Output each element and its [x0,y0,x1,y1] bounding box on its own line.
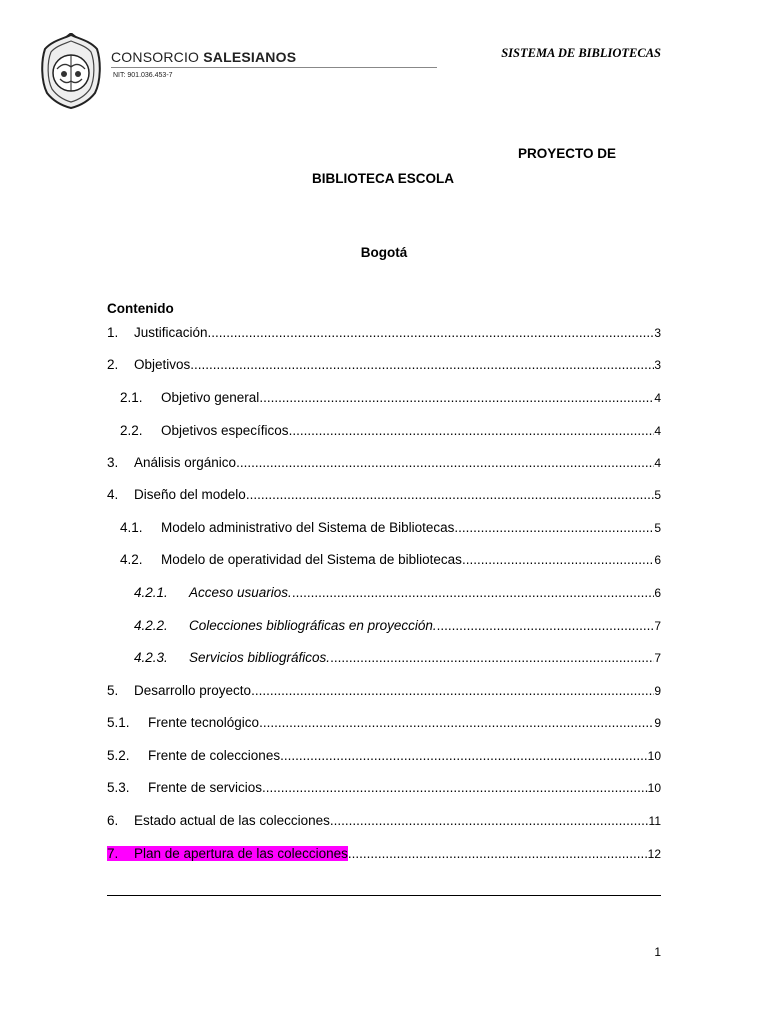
title-line-2: BIBLIOTECA ESCOLA [312,171,455,186]
salesian-seal-icon [40,33,102,109]
toc-item[interactable]: 4. Diseño del modelo ..... 5 [107,487,661,505]
toc-item[interactable]: 2. Objetivos ..... 3 [107,357,661,375]
toc-item[interactable]: 4.2.2. Colecciones bibliográficas en proyección. ..... 7 [134,618,661,636]
toc-item[interactable]: 5.3. Frente de servicios ..... 10 [107,780,661,798]
toc-item[interactable]: 3. Análisis orgánico ..... 4 [107,455,661,473]
toc-item[interactable]: 5.1. Frente tecnológico ..... 9 [107,715,661,733]
page-number: 1 [654,945,661,959]
toc-item[interactable]: 2.2. Objetivos específicos ..... 4 [120,423,661,441]
org-name: CONSORCIO SALESIANOS [111,49,297,65]
title-line-1: PROYECTO DE [518,146,617,161]
toc-item[interactable]: 5.2. Frente de colecciones ..... 10 [107,748,661,766]
header-divider [111,67,437,68]
title-city: Bogotá [360,245,408,260]
org-nit: NIT: 901.036.453-7 [113,72,173,79]
toc-item[interactable]: 4.2.1. Acceso usuarios. ..... 6 [134,585,661,603]
toc-item-highlighted[interactable]: 7. Plan de apertura de las colecciones ..... 12 [107,846,661,864]
toc-item[interactable]: 4.1. Modelo administrativo del Sistema de Bibliotecas ..... 5 [120,520,661,538]
system-title: SISTEMA DE BIBLIOTECAS [501,46,661,60]
toc-item[interactable]: 5. Desarrollo proyecto ..... 9 [107,683,661,701]
toc-item[interactable]: 2.1. Objetivo general ..... 4 [120,390,661,408]
toc-item[interactable]: 1. Justificación ..... 3 [107,325,661,343]
footer-divider [107,895,661,896]
toc-item[interactable]: 4.2. Modelo de operatividad del Sistema de bibliotecas ..... 6 [120,552,661,570]
toc-heading: Contenido [107,301,174,316]
toc-item[interactable]: 4.2.3. Servicios bibliográficos. ..... 7 [134,650,661,668]
toc-item[interactable]: 6. Estado actual de las colecciones ..... 11 [107,813,661,831]
